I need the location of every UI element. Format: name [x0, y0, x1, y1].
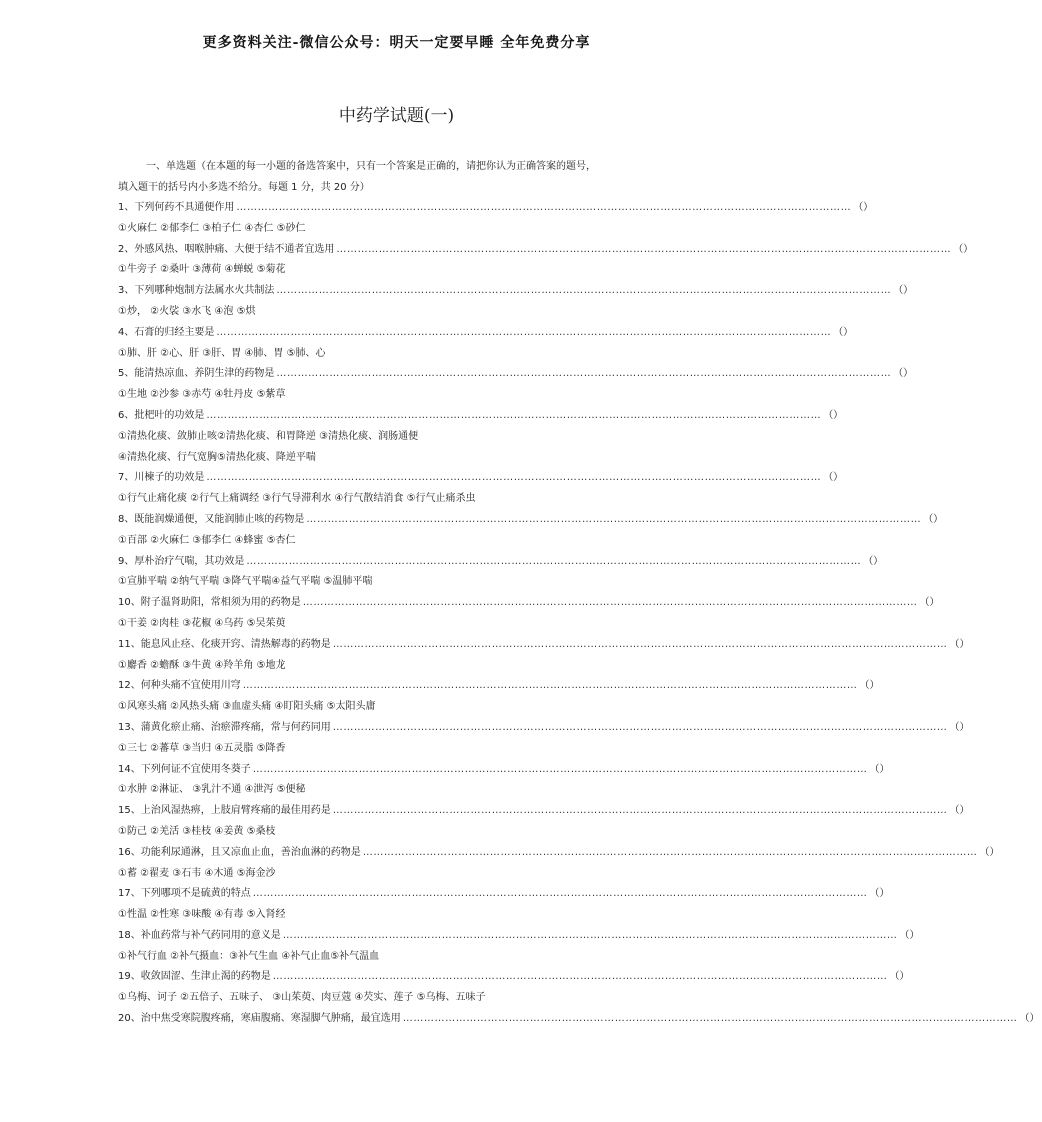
leader-dots: …………………………………………………………………………………………………………………………………………………………	[206, 472, 822, 484]
question-text: 9、厚朴治疗气喘，其功效是	[118, 555, 245, 567]
answer-options: ①蓄 ②翟麦 ③石韦 ④木通 ⑤海金沙	[118, 867, 276, 879]
answer-blank[interactable]: （）	[979, 846, 1000, 858]
leader-dots: …………………………………………………………………………………………………………………………………………………………	[216, 326, 832, 338]
leader-dots: …………………………………………………………………………………………………………………………………………………………	[306, 513, 922, 525]
question-text: 7、川楝子的功效是	[118, 472, 205, 484]
leader-dots: …………………………………………………………………………………………………………………………………………………………	[276, 285, 892, 297]
question-text: 14、下列何证不宜使用冬葵子	[118, 763, 251, 775]
answer-options: ①宣肺平喘 ②纳气平喘 ③降气平喘④益气平喘 ⑤温肺平喘	[118, 576, 373, 588]
answer-options: ①补气行血 ②补气摄血：③补气生血 ④补气止血⑤补气温血	[118, 950, 380, 962]
question-item	[118, 843, 1000, 864]
answer-options: ①防己 ②羌活 ③桂枝 ④姜黄 ⑤桑枝	[118, 825, 276, 837]
question-item	[118, 967, 910, 988]
question-item	[118, 1009, 1040, 1030]
question-item	[118, 593, 940, 614]
question-text: 16、功能利尿通淋，且又凉血止血，善治血淋的药物是	[118, 846, 361, 858]
answer-options: ①干姜 ②肉桂 ③花椒 ④乌药 ⑤吴茱萸	[118, 617, 286, 629]
question-text: 17、下列哪项不是硫黄的特点	[118, 888, 251, 900]
leader-dots: …………………………………………………………………………………………………………………………………………………………	[302, 597, 918, 609]
question-item	[118, 510, 944, 531]
leader-dots: …………………………………………………………………………………………………………………………………………………………	[402, 1013, 1018, 1025]
answer-options: ①性温 ②性寒 ③味酸 ④有毒 ⑤入肾经	[118, 909, 286, 921]
question-text: 20、治中焦受寒院腹疼痛，寒庙腹痛、寒湿脚气肿痛，最宜选用	[118, 1013, 401, 1025]
question-text: 6、批杷叶的功效是	[118, 409, 205, 421]
question-item	[118, 718, 970, 739]
answer-blank[interactable]: （）	[823, 472, 844, 484]
leader-dots: …………………………………………………………………………………………………………………………………………………………	[362, 846, 978, 858]
intro-line-2: 填入题干的括号内小多选不给分。每题 1 分，共 20 分）	[118, 182, 370, 193]
intro-line-1: 一、单选题（在本题的每一小题的备选答案中，只有一个答案是正确的，请把你认为正确答案的题号，	[146, 161, 596, 172]
question-text: 8、既能润燥通便，又能润肺止咳的药物是	[118, 513, 305, 525]
answer-blank[interactable]: （）	[853, 202, 874, 213]
answer-options: ①火麻仁 ②郁李仁 ③柏子仁 ④杏仁 ⑤砂仁	[118, 222, 306, 234]
question-item	[118, 468, 844, 489]
question-item	[118, 635, 970, 656]
question-item	[118, 676, 880, 697]
answer-blank[interactable]: （）	[953, 243, 974, 255]
leader-dots: …………………………………………………………………………………………………………………………………………………………	[332, 721, 948, 733]
question-item	[118, 406, 844, 427]
leader-dots: …………………………………………………………………………………………………………………………………………………………	[332, 805, 948, 817]
question-text: 2、外感风热、咽喉肿痛、大便于结不通者宜选用	[118, 243, 335, 255]
answer-blank[interactable]: （）	[893, 368, 914, 380]
question-text: 11、能息风止痉、化痰开窍、清热解毒的药物是	[118, 638, 331, 650]
leader-dots: …………………………………………………………………………………………………………………………………………………………	[242, 680, 858, 692]
answer-blank[interactable]: （）	[869, 888, 890, 900]
answer-blank[interactable]: （）	[949, 721, 970, 733]
leader-dots: …………………………………………………………………………………………………………………………………………………………	[336, 243, 952, 255]
question-item	[118, 198, 874, 219]
answer-options: ④清热化痰、行气宽胸⑤清热化痰、降逆平喘	[118, 451, 316, 463]
answer-blank[interactable]: （）	[949, 805, 970, 817]
question-item	[118, 760, 890, 781]
answer-options: ①炒， ②火裟 ③水飞 ④泡 ⑤烘	[118, 305, 256, 317]
leader-dots: …………………………………………………………………………………………………………………………………………………………	[246, 555, 862, 567]
answer-options: ①生地 ②沙参 ③赤芍 ④牡丹皮 ⑤紫草	[118, 389, 286, 401]
answer-blank[interactable]: （）	[899, 929, 920, 941]
answer-options: ①百部 ②火麻仁 ③郁李仁 ④蜂蜜 ⑤杏仁	[118, 534, 296, 546]
answer-options: ①乌梅、诃子 ②五倍子、五味子、 ③山茱萸、肉豆蔻 ④芡实、莲子 ⑤乌梅、五味子	[118, 992, 486, 1004]
answer-blank[interactable]: （）	[919, 597, 940, 609]
question-item	[118, 364, 914, 385]
answer-options: ①肺、肝 ②心、肝 ③肝、胃 ④肺、胃 ⑤肺、心	[118, 347, 326, 359]
answer-options: ①清热化痰、敛肺止咳②清热化痰、和胃降逆 ③清热化痰、润肠通便	[118, 430, 419, 442]
leader-dots: …………………………………………………………………………………………………………………………………………………………	[206, 409, 822, 421]
question-list	[118, 198, 1040, 1030]
answer-options: ①麝香 ②蟾酥 ③牛黄 ④羚羊角 ⑤地龙	[118, 659, 286, 671]
leader-dots: …………………………………………………………………………………………………………………………………………………………	[252, 888, 868, 900]
question-item	[118, 926, 920, 947]
question-text: 3、下列哪种炮制方法属水火共制法	[118, 285, 275, 297]
answer-blank[interactable]: （）	[893, 285, 914, 297]
answer-options: ①水肿 ②淋证、 ③乳汁不通 ④泄泻 ⑤便秘	[118, 784, 306, 796]
page-title: 中药学试题(一)	[338, 106, 455, 126]
question-item	[118, 240, 974, 261]
section-intro	[118, 156, 678, 198]
leader-dots: …………………………………………………………………………………………………………………………………………………………	[252, 763, 868, 775]
promo-banner: 更多资料关注-微信公众号：明天一定要早睡 全年免费分享	[202, 35, 591, 51]
answer-options: ①行气止痛化痰 ②行气上痛调经 ③行气导滞利水 ④行气散结消食 ⑤行气止痛杀虫	[118, 493, 476, 505]
answer-options: ①三七 ②蕃草 ③当归 ④五灵脂 ⑤降香	[118, 742, 286, 754]
leader-dots: …………………………………………………………………………………………………………………………………………………………	[272, 971, 888, 983]
answer-blank[interactable]: （）	[823, 409, 844, 421]
question-item	[118, 884, 890, 905]
question-text: 19、收敛固涩、生津止渴的药物是	[118, 971, 271, 983]
leader-dots: …………………………………………………………………………………………………………………………………………………………	[332, 638, 948, 650]
question-item	[118, 801, 970, 822]
question-text: 12、何种头痛不宜使用川穹	[118, 680, 241, 692]
answer-blank[interactable]: （）	[859, 680, 880, 692]
leader-dots: …………………………………………………………………………………………………………………………………………………………	[282, 929, 898, 941]
question-item	[118, 323, 854, 344]
question-text: 15、上治风湿热痹，上肢肩臂疼痛的最佳用药是	[118, 805, 331, 817]
question-text: 5、能清热凉血、养阴生津的药物是	[118, 368, 275, 380]
answer-options: ①风寒头痛 ②风热头痛 ③血虚头痛 ④盯阳头痛 ⑤太阳头庸	[118, 701, 376, 713]
question-item	[118, 281, 914, 302]
answer-blank[interactable]: （）	[923, 513, 944, 525]
answer-blank[interactable]: （）	[869, 763, 890, 775]
leader-dots: …………………………………………………………………………………………………………………………………………………………	[236, 202, 852, 213]
answer-blank[interactable]: （）	[949, 638, 970, 650]
question-text: 18、补血药常与补气药同用的意义是	[118, 929, 281, 941]
answer-options: ①牛旁子 ②桑叶 ③薄荷 ④蝉蜕 ⑤菊花	[118, 264, 286, 276]
leader-dots: …………………………………………………………………………………………………………………………………………………………	[276, 368, 892, 380]
answer-blank[interactable]: （）	[1019, 1013, 1040, 1025]
answer-blank[interactable]: （）	[833, 326, 854, 338]
question-item	[118, 552, 884, 573]
answer-blank[interactable]: （）	[889, 971, 910, 983]
question-text: 13、蒲黄化瘀止痛、治瘀滞疼痛，常与何药同用	[118, 721, 331, 733]
answer-blank[interactable]: （）	[863, 555, 884, 567]
question-text: 1、下列何药不具通便作用	[118, 202, 235, 213]
question-text: 4、石膏的归经主要是	[118, 326, 215, 338]
question-text: 10、附子温肾助阳，常相须为用的药物是	[118, 597, 301, 609]
